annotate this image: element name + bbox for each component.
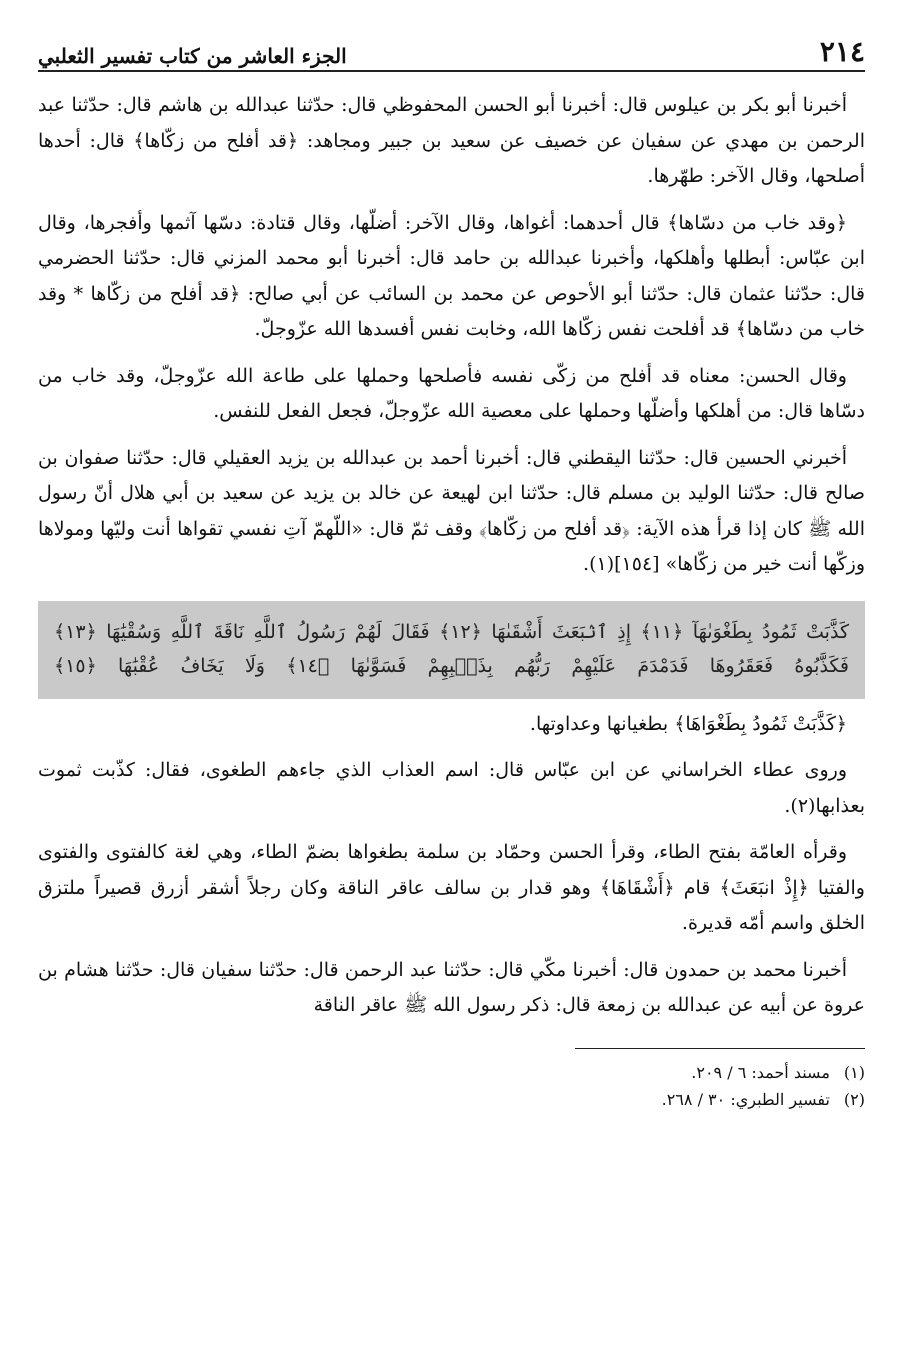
page-header xyxy=(38,18,865,72)
paragraph: أخبرنا محمد بن حمدون قال: أخبرنا مكّي قال: حدّثنا عبد الرحمن قال: حدّثنا سفيان قال: حدّثنا هشام بن عروة عن أبيه عن عبدالله بن زمعة قال: ذكر رسول الله ﷺ عاقر الناقة xyxy=(38,958,865,1016)
footnotes xyxy=(38,1059,865,1113)
page-number: ٢١٤ xyxy=(819,35,865,68)
footnote xyxy=(38,1059,865,1086)
main-text-continued xyxy=(38,707,865,1024)
paragraph: ﴿وقد خاب من دسّاها﴾ قال أحدهما: أغواها، وقال الآخر: أضلّها، وقال قتادة: دسّها آثمها وأفجرها، وقال ابن عبّاس: أبطلها وأهلكها، وأخبرنا عبدالله بن حامد قال: أخبرنا أبو محمد المزني قال: حدّثنا الحضرمي قال: حدّثنا عثمان قال: حدّثنا أبو الأحوص عن محمد بن السائب عن أبي صالح: ﴿قد أفلح من زكّاها * وقد خاب من دسّاها﴾ قد أفلحت نفس زكّاها الله، وخابت نفس أفسدها الله عزّوجلّ. xyxy=(38,211,865,340)
footnote-text: مسند أحمد: ٦ / ٢٠٩. xyxy=(691,1062,830,1082)
paragraph: وروى عطاء الخراساني عن ابن عبّاس قال: اسم العذاب الذي جاءهم الطغوى، فقال: كذّبت ثموت بعذابها(٢). xyxy=(38,759,865,817)
paragraph: وقرأه العامّة بفتح الطاء، وقرأ الحسن وحمّاد بن سلمة بطغواها بضمّ الطاء، وهي لغة كالفتوى والفتوى والفتيا ﴿إِذْ انبَعَثَ﴾ قام ﴿أَشْقَاهَا﴾ وهو قدار بن سالف عاقر الناقة وكان رجلاً أشقر أزرق قصيراً ملتزق الخلق واسم أمّه قديرة. xyxy=(38,841,865,934)
footnote-number: (٢) xyxy=(843,1089,865,1109)
paragraph: أخبرنا أبو بكر بن عيلوس قال: أخبرنا أبو الحسن المحفوظي قال: حدّثنا عبدالله بن هاشم قال: حدّثنا عبد الرحمن بن مهدي عن سفيان عن خصيف عن سعيد بن جبير ومجاهد: ﴿قد أفلح من زكّاها﴾ قال: أحدها أصلحها، وقال الآخر: طهّرها. xyxy=(38,94,865,187)
paragraph: وقال الحسن: معناه قد أفلح من زكّى نفسه فأصلحها وحملها على طاعة الله عزّوجلّ، وقد خاب من دسّاها قال: من أهلكها وأضلّها وحملها على معصية الله عزّوجلّ، فجعل الفعل للنفس. xyxy=(38,364,865,422)
footnote-divider xyxy=(575,1048,865,1049)
paragraph: أخبرني الحسين قال: حدّثنا اليقطني قال: أخبرنا أحمد بن عبدالله بن يزيد العقيلي قال: حدّثنا صفوان بن صالح قال: حدّثنا الوليد بن مسلم قال: حدّثنا ابن لهيعة عن خالد بن يزيد عن سعيد بن أبي هلال أنّ رسول الله ﷺ كان إذا قرأ هذه الآية: ﴿قد أفلح من زكّاها﴾ وقف ثمّ قال: «اللّهمّ آتِ نفسي تقواها أنت وليّها ومولاها وزكّها أنت خير من زكّاها» [١٥٤](١). xyxy=(38,446,865,575)
verse-line: كَذَّبَتْ ثَمُودُ بِطَغْوَىٰهَآ ﴿١١﴾ إِذِ ٱنۢبَعَثَ أَشْقَىٰهَا ﴿١٢﴾ فَقَالَ لَهُمْ رَسُولُ ٱللَّهِ نَاقَةَ ٱللَّهِ وَسُقْيَٰهَا ﴿١٣﴾ xyxy=(54,620,849,643)
page xyxy=(38,18,865,1113)
footnote-number: (١) xyxy=(843,1062,865,1082)
main-text xyxy=(38,88,865,583)
footnote xyxy=(38,1086,865,1113)
paragraph: ﴿كَذَّبَتْ ثَمُودُ بِطَغْوَاهَا﴾ بطغيانها وعداوتها. xyxy=(529,712,847,735)
verse-line: فَكَذَّبُوهُ فَعَقَرُوهَا فَدَمْدَمَ عَلَيْهِمْ رَبُّهُم بِذَنۢبِهِمْ فَسَوَّىٰهَا ﴿١٤﴾ وَلَا يَخَافُ عُقْبَٰهَا ﴿١٥﴾ xyxy=(54,654,849,677)
running-title: الجزء العاشر من كتاب تفسير الثعلبي xyxy=(38,44,347,68)
quran-verse-box xyxy=(38,601,865,699)
footnote-text: تفسير الطبري: ٣٠ / ٢٦٨. xyxy=(661,1089,830,1109)
